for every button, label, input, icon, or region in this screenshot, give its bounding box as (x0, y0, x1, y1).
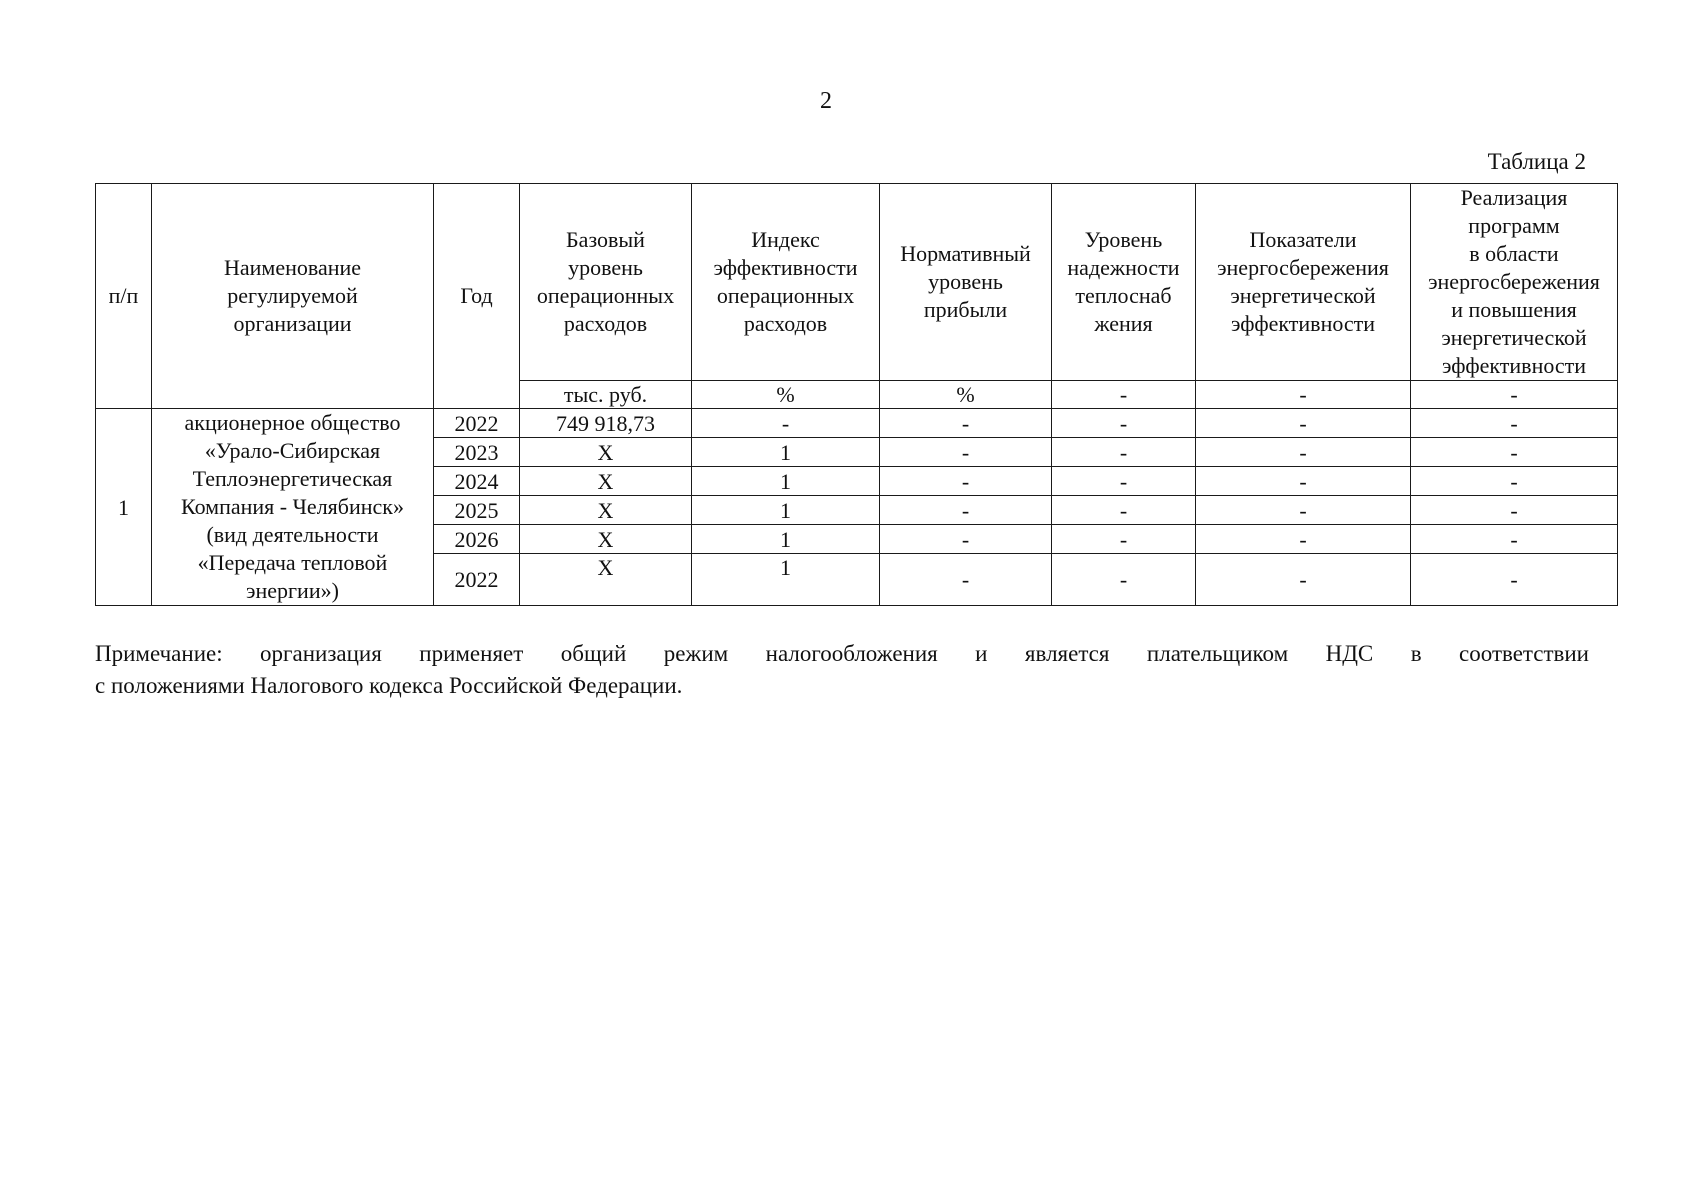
cell-programs: - (1411, 409, 1618, 438)
cell-energy-saving: - (1196, 496, 1411, 525)
cell-efficiency-index: 1 (692, 496, 880, 525)
cell-base-opex: X (520, 438, 692, 467)
footnote-line: Примечание: организация применяет общий режим налогообложения и является плательщиком НДС в соответствии (95, 641, 1589, 666)
cell-profit-level: - (880, 496, 1052, 525)
table-header-row (96, 184, 1618, 381)
unit-energy-saving: - (1196, 381, 1411, 409)
cell-base-opex: X (520, 496, 692, 525)
cell-year: 2026 (434, 525, 520, 554)
cell-efficiency-index: 1 (692, 554, 880, 606)
cell-programs: - (1411, 496, 1618, 525)
unit-reliability: - (1052, 381, 1196, 409)
cell-energy-saving: - (1196, 525, 1411, 554)
unit-profit-level: % (880, 381, 1052, 409)
cell-reliability: - (1052, 438, 1196, 467)
header-year: Год (434, 184, 520, 409)
cell-energy-saving: - (1196, 467, 1411, 496)
header-base-opex: Базовый уровень операционных расходов (520, 184, 692, 381)
cell-year: 2023 (434, 438, 520, 467)
cell-year: 2024 (434, 467, 520, 496)
cell-year: 2025 (434, 496, 520, 525)
table-row (96, 409, 1618, 438)
org-number: 1 (96, 409, 152, 606)
cell-reliability: - (1052, 554, 1196, 606)
cell-programs: - (1411, 554, 1618, 606)
cell-programs: - (1411, 525, 1618, 554)
unit-programs: - (1411, 381, 1618, 409)
cell-base-opex: X (520, 467, 692, 496)
cell-reliability: - (1052, 525, 1196, 554)
cell-profit-level: - (880, 409, 1052, 438)
cell-reliability: - (1052, 467, 1196, 496)
header-reliability: Уровень надежности теплоснаб жения (1052, 184, 1196, 381)
cell-profit-level: - (880, 438, 1052, 467)
cell-year: 2022 (434, 554, 520, 606)
cell-reliability: - (1052, 496, 1196, 525)
cell-energy-saving: - (1196, 554, 1411, 606)
cell-efficiency-index: - (692, 409, 880, 438)
cell-profit-level: - (880, 467, 1052, 496)
cell-programs: - (1411, 438, 1618, 467)
cell-year: 2022 (434, 409, 520, 438)
cell-efficiency-index: 1 (692, 438, 880, 467)
org-name: акционерное общество «Урало-Сибирская Теплоэнергетическая Компания - Челябинск» (вид деятельности «Передача тепловой энергии») (152, 409, 434, 606)
header-org: Наименование регулируемой организации (152, 184, 434, 409)
cell-profit-level: - (880, 554, 1052, 606)
header-energy-saving: Показатели энергосбережения энергетической эффективности (1196, 184, 1411, 381)
unit-base-opex: тыс. руб. (520, 381, 692, 409)
table-caption: Таблица 2 (1487, 149, 1586, 174)
cell-efficiency-index: 1 (692, 467, 880, 496)
header-programs: Реализация программ в области энергосбережения и повышения энергетической эффективности (1411, 184, 1618, 381)
cell-base-opex: X (520, 554, 692, 606)
header-efficiency-index: Индекс эффективности операционных расходов (692, 184, 880, 381)
tariff-table (95, 183, 1618, 606)
cell-efficiency-index: 1 (692, 525, 880, 554)
header-num: п/п (96, 184, 152, 409)
cell-base-opex: 749 918,73 (520, 409, 692, 438)
header-profit-level: Нормативный уровень прибыли (880, 184, 1052, 381)
cell-energy-saving: - (1196, 409, 1411, 438)
footnote (95, 638, 1589, 702)
cell-reliability: - (1052, 409, 1196, 438)
cell-programs: - (1411, 467, 1618, 496)
unit-efficiency-index: % (692, 381, 880, 409)
cell-base-opex: X (520, 525, 692, 554)
footnote-line: с положениями Налогового кодекса Российской Федерации. (95, 673, 683, 698)
page-number: 2 (820, 88, 832, 114)
cell-energy-saving: - (1196, 438, 1411, 467)
cell-profit-level: - (880, 525, 1052, 554)
